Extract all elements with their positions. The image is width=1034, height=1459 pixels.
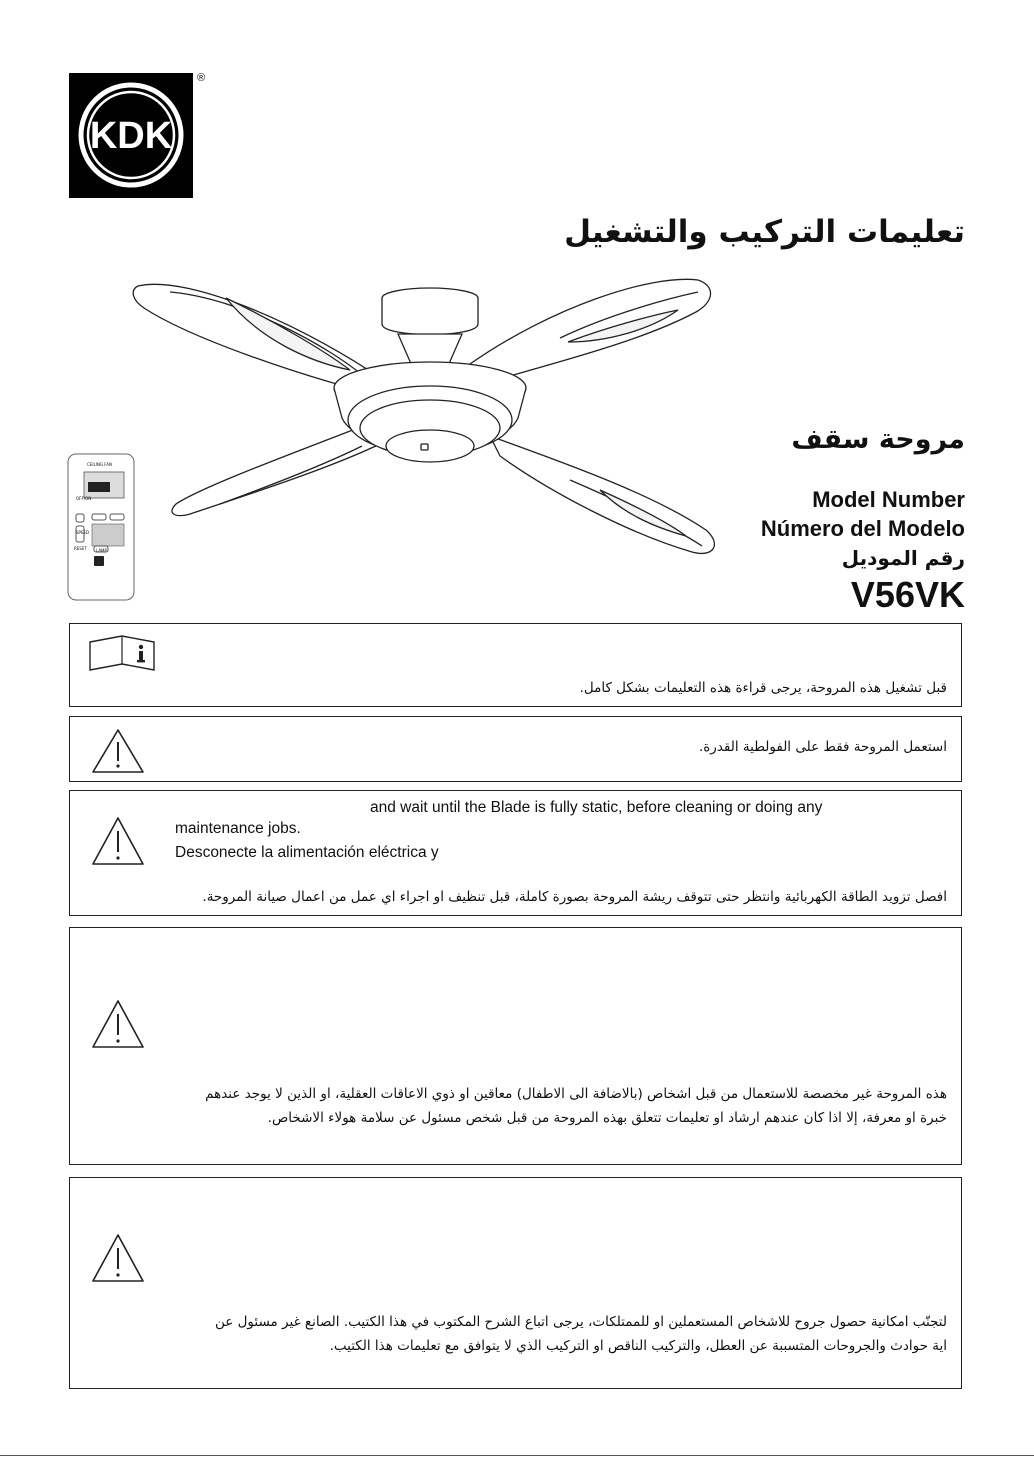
kdk-logo — [69, 73, 193, 198]
registered-mark: ® — [197, 72, 206, 84]
notice-text-ar: قبل تشغيل هذه المروحة، يرجى قراءة هذه التعليمات بشكل كامل. — [579, 680, 947, 696]
notice-text-ar-1: هذه المروحة غير مخصصة للاستعمال من قبل اشخاص (بالاضافة الى الاطفال) معاقين او ذوي الاعاقات العقلية، او الذين لا يوجد عندهم — [205, 1086, 947, 1102]
remote-speed-label: SPEED — [76, 530, 90, 535]
remote-off-on-label: OFF/ON — [76, 496, 92, 501]
remote-top-label: CEILING FAN — [87, 462, 112, 467]
notice-avoid-injury — [69, 1177, 962, 1389]
notice-text-ar: استعمل المروحة فقط على الفولطية القدرة. — [698, 739, 947, 755]
svg-text:KDK: KDK — [89, 115, 173, 157]
kdk-logo-mark — [69, 73, 193, 198]
page-title: تعليمات التركيب والتشغيل — [564, 214, 965, 250]
model-label-en: Model Number — [812, 487, 965, 512]
notice-text-es: Desconecte la alimentación eléctrica y — [175, 844, 439, 861]
remote-lamp-label: LAMP — [96, 548, 107, 553]
info-manual-icon — [86, 632, 158, 672]
ceiling-fan-illustration — [130, 268, 720, 558]
model-number: V56VK — [850, 574, 965, 615]
notice-persons-capability — [69, 927, 962, 1165]
notice-voltage — [69, 716, 962, 782]
product-name-ar: مروحة سقف — [791, 424, 965, 455]
notice-text-en-2: maintenance jobs. — [175, 820, 301, 837]
remote-reset-label: RESET — [74, 546, 87, 551]
model-label-ar: رقم الموديل — [841, 546, 965, 570]
page-bottom-rule — [0, 1455, 1034, 1456]
notice-text-ar-2: اية حوادث والجروحات المتسببة عن العطل، والتركيب الناقص او التركيب الذي لا يتوافق مع تعليمات هذا الكتيب. — [329, 1338, 947, 1354]
notice-text-ar: افصل تزويد الطاقة الكهربائية وانتظر حتى تتوقف ريشة المروحة بصورة كاملة، قبل تنظيف او اجراء اي عمل من اعمال صيانة المروحة. — [202, 889, 947, 905]
model-label-es: Número del Modelo — [760, 516, 965, 541]
notice-text-ar-2: خبرة او معرفة، إلا اذا كان عندهم ارشاد او تعليمات تتعلق بهذه المروحة من قبل شخص مسئول عن سلامة هولاء الاشخاص. — [267, 1110, 947, 1126]
notice-disconnect-power — [69, 790, 962, 916]
warning-triangle-icon — [90, 998, 146, 1050]
warning-triangle-icon — [90, 1232, 146, 1284]
remote-control-illustration — [66, 452, 136, 602]
notice-read-instructions — [69, 623, 962, 707]
notice-text-ar-1: لتجنّب امكانية حصول جروح للاشخاص المستعملين او للممتلكات، يرجى اتباع الشرح المكتوب في هذا الكتيب. الصانع غير مسئول عن — [215, 1314, 947, 1330]
notice-text-en-1: and wait until the Blade is fully static, before cleaning or doing any — [370, 799, 823, 816]
warning-triangle-icon — [90, 815, 146, 867]
warning-triangle-icon — [90, 727, 146, 775]
